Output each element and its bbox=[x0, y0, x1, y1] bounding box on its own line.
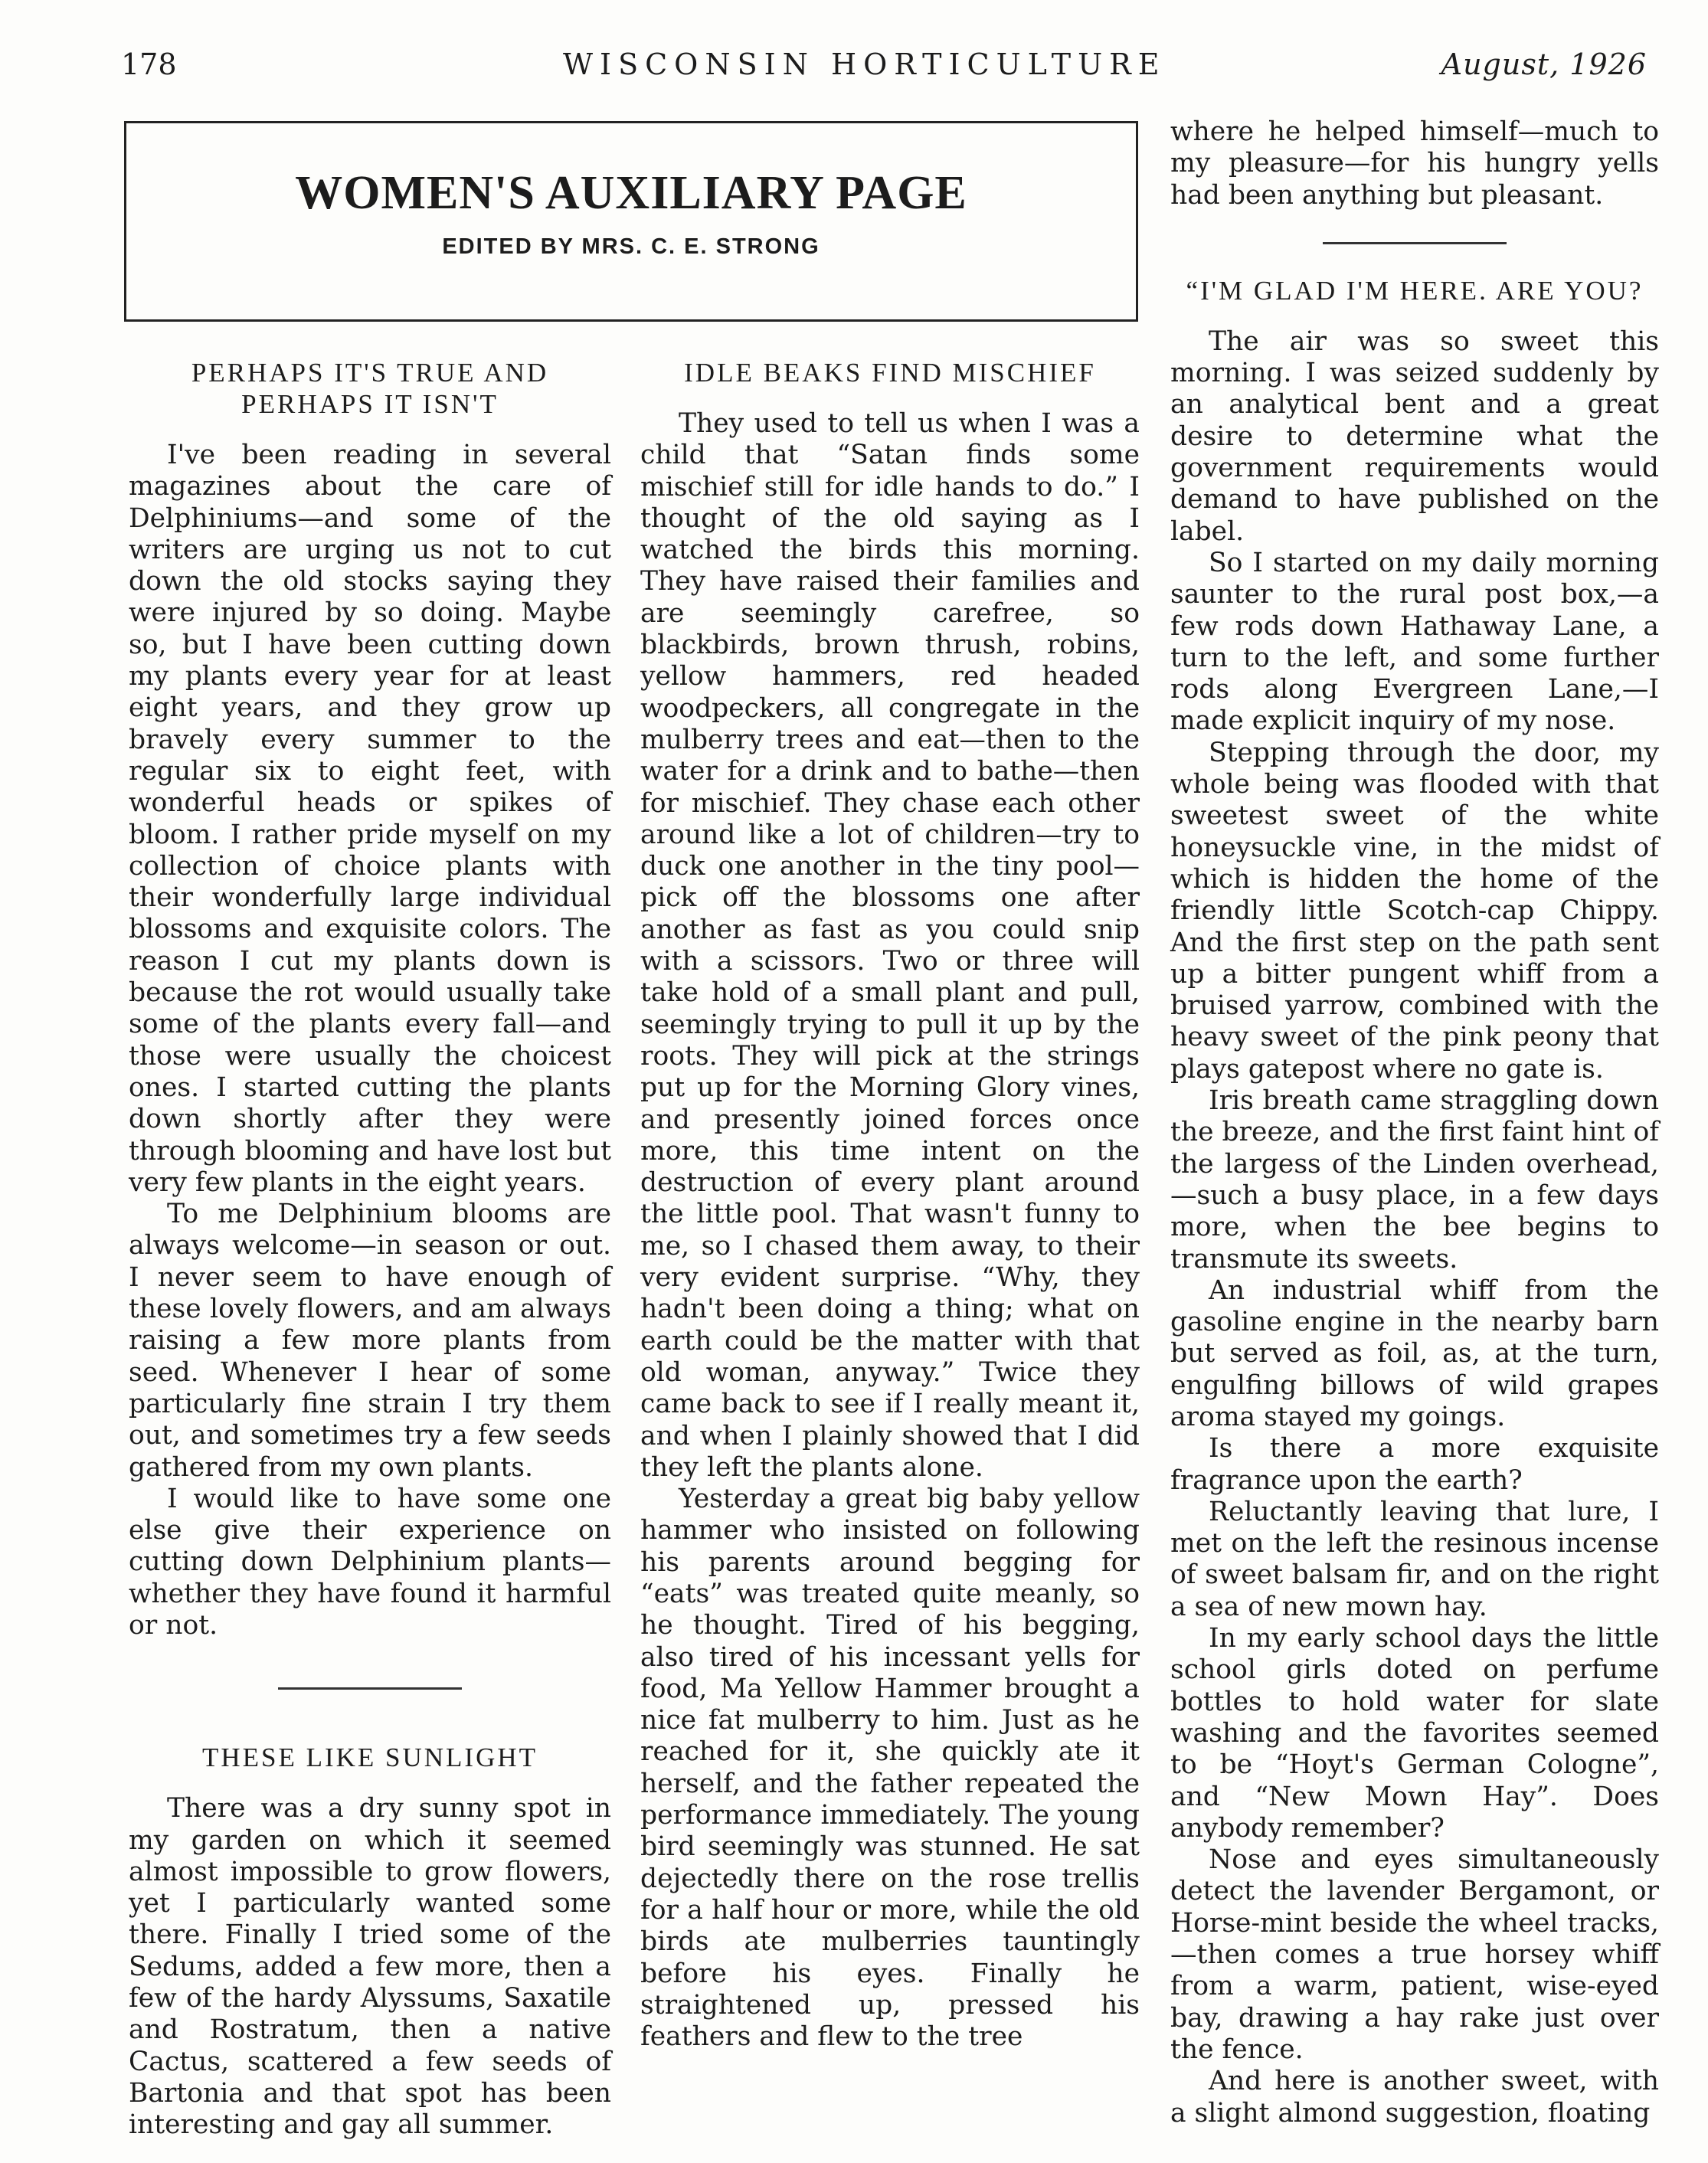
divider bbox=[278, 1687, 462, 1690]
paragraph: There was a dry sunny spot in my garden on which it seemed almost impossible to grow flowers, yet I particularly wanted some there. Finally I tried some of the Sedums, added a few more, then a few of the hardy Alyssums, Saxatile and Rostratum, then a native Cactus, scattered a few seeds of Bartonia and that spot has been interesting and gay all summer. bbox=[129, 1793, 611, 2141]
paragraph: I would like to have some one else give their experience on cutting down Delphinium plants—whether they have found it harmful or not. bbox=[129, 1483, 611, 1641]
running-header bbox=[115, 40, 1654, 86]
issue-date: August, 1926 bbox=[1441, 47, 1647, 81]
paragraph: They used to tell us when I was a child that “Satan finds some mischief still for idle hands to do.” I thought of the old saying as I watched the birds this morning. They have raised their families and are seemingly carefree, so blackbirds, brown thrush, robins, yellow hammers, red headed woodpeckers, all congregate in the mulberry trees and eat—then to the water for a drink and to bathe—then for mischief. They chase each other around like a lot of children—try to duck one another in the tiny pool—pick off the blossoms one after another as fast as you could snip with a scissors. Two or three will take hold of a small plant and pull, seemingly trying to pull it up by the roots. They will pick at the strings put up for the Morning Glory vines, and presently joined forces once more, this time intent on the destruction of every plant around the little pool. That wasn't funny to me, so I chased them away, to their very evident surprise. “Why, they hadn't been doing a thing; what on earth could be the matter with that old woman, anyway.” Twice they came back to see if I really meant it, and when I plainly showed that I did they left the plants alone. bbox=[640, 408, 1140, 1483]
article-title: “I'M GLAD I'M HERE. ARE YOU? bbox=[1186, 275, 1644, 306]
editor-credit: EDITED BY MRS. C. E. STRONG bbox=[442, 234, 820, 259]
paragraph: And here is another sweet, with a slight almond suggestion, floating bbox=[1170, 2066, 1659, 2129]
paragraph: I've been reading in several magazines about the care of Delphiniums—and some of the writers are urging us not to cut down the old stocks saying they were injured by so doing. Maybe so, but I have been cutting down my plants every year for at least eight years, and they grow up bravely every summer to the regular six to eight feet, with wonderful heads or spikes of bloom. I rather pride myself on my collection of choice plants with their wonderfully large individual blossoms and exquisite colors. The reason I cut my plants down is because the rot would usually take some of the plants every fall—and those were usually the choicest ones. I started cutting the plants down shortly after they were through blooming and have lost but very few plants in the eight years. bbox=[129, 440, 611, 1198]
column-1 bbox=[129, 357, 611, 2142]
paragraph-continued: where he helped himself—much to my pleasure—for his hungry yells had been anything but pleasant. bbox=[1170, 116, 1659, 211]
paragraph: An industrial whiff from the gasoline engine in the nearby barn but served as foil, as, at the turn, engulfing billows of wild grapes aroma stayed my goings. bbox=[1170, 1275, 1659, 1432]
paragraph: Yesterday a great big baby yellow hammer who insisted on following his parents around begging for “eats” was treated quite meanly, so he thought. Tired of his begging, also tired of his incessant yells for food, Ma Yellow Hammer brought a nice fat mulberry to him. Just as he reached for it, she quickly ate it herself, and the father repeated the performance immediately. The young bird seemingly was stunned. He sat dejectedly there on the rose trellis for a half hour or more, while the old birds ate mulberries tauntingly before his eyes. Finally he straightened up, pressed his feathers and flew to the tree bbox=[640, 1484, 1140, 2053]
page-number: 178 bbox=[121, 47, 177, 81]
divider bbox=[1323, 242, 1507, 244]
article-title: THESE LIKE SUNLIGHT bbox=[201, 1743, 538, 1773]
page-title: WOMEN'S AUXILIARY PAGE bbox=[295, 167, 967, 219]
paragraph: To me Delphinium blooms are always welcome—in season or out. I never seem to have enough of these lovely flowers, and am always raising a few more plants from seed. Whenever I hear of some particularly fine strain I try them out, and sometimes try a few seeds gathered from my own plants. bbox=[129, 1199, 611, 1483]
paragraph: Stepping through the door, my whole being was flooded with that sweetest sweet of the white honeysuckle vine, in the midst of which is hidden the home of the friendly little Scotch-cap Chippy. And the first step on the path sent up a bitter pungent whiff from a bruised yarrow, combined with the heavy sweet of the pink peony that plays gatepost where no gate is. bbox=[1170, 737, 1659, 1085]
paragraph: Iris breath came straggling down the breeze, and the first faint hint of the largess of the Linden overhead,—such a busy place, in a few days more, when the bee begins to transmute its sweets. bbox=[1170, 1085, 1660, 1275]
paragraph: Nose and eyes simultaneously detect the lavender Bergamont, or Horse-mint beside the wheel tracks,—then comes a true horsey whiff from a warm, patient, wise-eyed bay, drawing a hay rake just over the fence. bbox=[1170, 1844, 1659, 2065]
paragraph: So I started on my daily morning saunter to the rural post box,—a few rods down Hathaway Lane, a turn to the left, and some further rods along Evergreen Lane,—I made explicit inquiry of my nose. bbox=[1170, 547, 1659, 737]
paragraph: In my early school days the little school girls doted on perfume bottles to hold water for slate washing and the favorites seemed to be “Hoyt's German Cologne”, and “New Mown Hay”. Does anybody remember? bbox=[1170, 1623, 1659, 1844]
masthead-box bbox=[124, 121, 1138, 322]
column-3 bbox=[1170, 116, 1659, 2129]
paragraph: Reluctantly leaving that lure, I met on the left the resinous incense of sweet balsam fir, and on the right a sea of new mown hay. bbox=[1170, 1496, 1659, 1622]
paragraph: The air was so sweet this morning. I was seized suddenly by an analytical bent and a great desire to determine what the government requirements would demand to have published on the label. bbox=[1170, 326, 1659, 547]
paragraph: Is there a more exquisite fragrance upon the earth? bbox=[1170, 1433, 1659, 1496]
column-2 bbox=[640, 357, 1140, 2053]
article-title: IDLE BEAKS FIND MISCHIEF bbox=[684, 358, 1096, 388]
article-title: PERHAPS IT'S TRUE AND PERHAPS IT ISN'T bbox=[191, 358, 549, 419]
journal-title: WISCONSIN HORTICULTURE bbox=[563, 47, 1166, 81]
